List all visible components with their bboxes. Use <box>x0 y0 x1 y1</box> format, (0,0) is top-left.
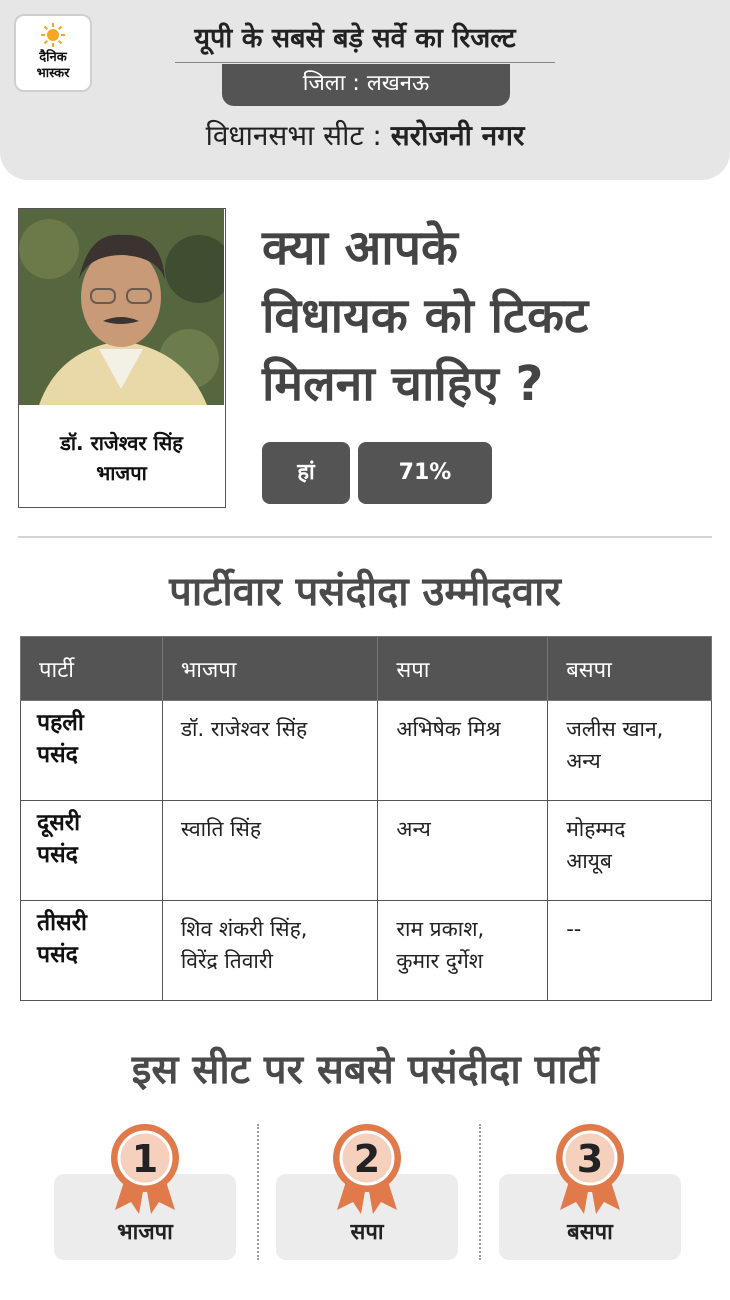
logo-line-2: भास्कर <box>36 66 70 81</box>
district-badge: जिला : लखनऊ <box>222 64 510 106</box>
sun-icon <box>40 22 66 48</box>
candidate-card <box>18 208 226 508</box>
table-row <box>21 801 712 901</box>
dainik-bhaskar-logo <box>14 14 92 92</box>
portrait-illustration <box>19 209 224 405</box>
rank-party-name: बसपा <box>567 1220 613 1245</box>
section-divider <box>18 536 712 538</box>
header-bjp: भाजपा <box>162 637 378 701</box>
row-label: दूसरी पसंद <box>21 801 163 901</box>
question-line-1: क्या आपके <box>262 220 458 276</box>
question-line-3: मिलना चाहिए ? <box>262 356 544 412</box>
table-row <box>21 901 712 1001</box>
rank-party-name: भाजपा <box>117 1220 173 1245</box>
rank-separator <box>479 1124 481 1260</box>
medal-icon <box>327 1120 407 1216</box>
seat-prefix: विधानसभा सीट : <box>205 119 391 152</box>
candidate-name: डॉ. राजेश्वर सिंह <box>60 431 183 455</box>
cell-sp: राम प्रकाश, कुमार दुर्गेश <box>378 901 548 1001</box>
candidate-photo <box>19 209 224 405</box>
cell-bjp: डॉ. राजेश्वर सिंह <box>162 701 378 801</box>
cell-bsp: मोहम्मद आयूब <box>548 801 712 901</box>
row-label: पहली पसंद <box>21 701 163 801</box>
header-bsp: बसपा <box>548 637 712 701</box>
seat-heading <box>0 116 730 154</box>
medal-icon <box>550 1120 630 1216</box>
title-rule <box>175 62 555 63</box>
table-row <box>21 701 712 801</box>
cell-bsp: -- <box>548 901 712 1001</box>
cell-bjp: स्वाति सिंह <box>162 801 378 901</box>
table-title: पार्टीवार पसंदीदा उम्मीदवार <box>169 569 561 615</box>
candidate-preference-table <box>20 636 712 1001</box>
answer-label: हां <box>262 442 350 504</box>
parties-title: इस सीट पर सबसे पसंदीदा पार्टी <box>131 1047 599 1093</box>
medal-icon <box>105 1120 185 1216</box>
cell-sp: अभिषेक मिश्र <box>378 701 548 801</box>
row-label: तीसरी पसंद <box>21 901 163 1001</box>
candidate-party: भाजपा <box>96 461 147 485</box>
logo-line-1: दैनिक <box>39 50 67 65</box>
question-line-2: विधायक को टिकट <box>262 288 589 344</box>
ticket-question <box>262 214 712 418</box>
seat-name: सरोजनी नगर <box>390 119 525 152</box>
answer-percentage: 71% <box>358 442 492 504</box>
table-header-row <box>21 637 712 701</box>
rank-separator <box>257 1124 259 1260</box>
rank-party-name: सपा <box>350 1220 384 1245</box>
cell-bsp: जलीस खान, अन्य <box>548 701 712 801</box>
medal-rank: 3 <box>576 1137 604 1181</box>
cell-bjp: शिव शंकरी सिंह, विरेंद्र तिवारी <box>162 901 378 1001</box>
cell-sp: अन्य <box>378 801 548 901</box>
medal-rank: 2 <box>353 1137 381 1181</box>
header-party: पार्टी <box>21 637 163 701</box>
header-sp: सपा <box>378 637 548 701</box>
survey-title: यूपी के सबसे बड़े सर्वे का रिजल्ट <box>194 23 516 54</box>
header-banner <box>0 0 730 180</box>
medal-rank: 1 <box>131 1137 159 1181</box>
